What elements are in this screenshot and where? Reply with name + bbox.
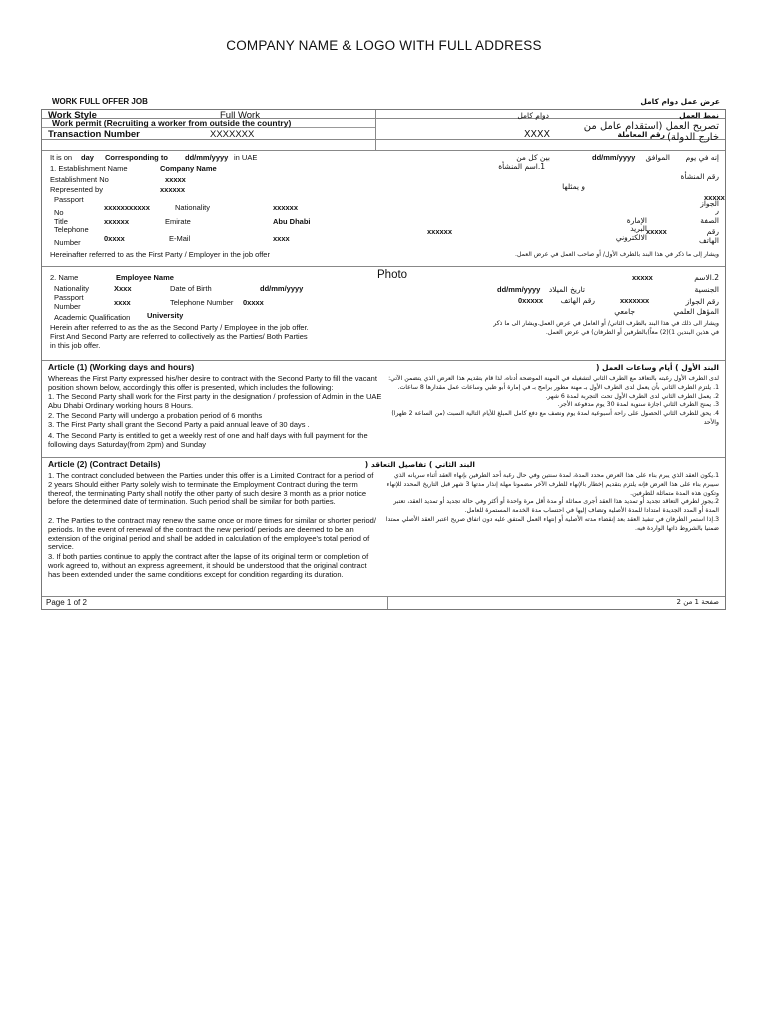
ar-emp-passport-label: رقم الجواز — [685, 297, 719, 306]
ar-phone-value: xxxxx — [646, 227, 667, 236]
emp-telephone-label: Telephone Number — [170, 298, 234, 307]
article1-item3: 3. The First Party shall grant the Second Party a paid annual leave of 30 days . — [48, 420, 310, 429]
in-uae: in UAE — [234, 153, 258, 162]
ar-email-label: البريد الالكتروني — [615, 224, 647, 242]
emp-passport-value: xxxx — [114, 298, 131, 307]
passport-value: xxxxxxxxxxx — [104, 203, 150, 212]
top-divider — [375, 110, 376, 150]
email-label: E-Mail — [169, 234, 191, 243]
section-divider — [42, 266, 725, 267]
emp-nationality-value: Xxxx — [114, 284, 132, 293]
footer-vdivider — [387, 596, 388, 609]
article2-ar-heading: البند الثاني ) تفاصيل التعاقد ( — [364, 460, 475, 469]
employee-name-label: 2. Name — [50, 273, 79, 282]
section-divider — [42, 457, 725, 458]
establishment-no-label: Establishment No — [50, 175, 109, 184]
academic-label: Academic Qualification — [54, 313, 131, 322]
work-style-label: Work Style — [48, 110, 97, 121]
article1-intro: Whereas the First Party expressed his/her desire to contract with the Second Party to fill the vacant position shown below, accordingly this offer is presented, which includes the following: — [48, 374, 377, 392]
work-style-ar-label: نمط العمل — [679, 111, 719, 120]
article1-item4: 4. The Second Party is entitled to get a weekly rest of one and half days with full payment for the following days Saturday(from 2pm) and Sunday — [48, 431, 368, 449]
title-value: xxxxxx — [104, 217, 130, 226]
footer-divider — [42, 596, 725, 597]
work-style-value: Full Work — [220, 110, 260, 121]
emp-telephone-value: 0xxxx — [243, 298, 264, 307]
work-style-ar-value: دوام كامل — [517, 111, 549, 120]
telephone-value: 0xxxx — [104, 234, 125, 243]
transaction-label: Transaction Number — [48, 129, 140, 140]
passport-no-label: No — [54, 208, 64, 217]
ar-represented: و يمثلها — [562, 182, 585, 191]
ar-emp-nationality: الجنسية — [694, 285, 719, 294]
academic-value: University — [147, 311, 184, 320]
page-number-ar: صفحة 1 من 2 — [676, 598, 719, 606]
article1-item1: 1. The Second Party shall work for the First party in the designation / profession of Admin in the UAE Abu Dhabi Ordinary working hours 8 Hours. — [48, 392, 382, 410]
article2-item2: 2. The Parties to the contract may renew the same once or more times for similar or shorter period/ periods. In the event of renewal of the contract the new period/ periods are deemed to be an extension of the original period and shall be added in calculation of the employee's total period of service. — [48, 516, 376, 552]
work-permit-ar: تصريح العمل (استقدام عامل من خارج الدولة) — [583, 121, 719, 143]
ar-email-value: xxxxxx — [427, 227, 453, 236]
ar-emp-passport-value: xxxxxxx — [620, 296, 650, 305]
ar-dob-value: dd/mm/yyyy — [497, 285, 541, 294]
ar-herein-second: ويشار الى ذلك في هذا البند بالطرف الثاني/ أو العامل في عرض العمل.ويشار الى ما ذكر في هذين البندين 1)(2) معاً)بالطرفين أو الطرفان) في عرض العمل. — [493, 320, 719, 336]
telephone-number-label: Number — [54, 238, 81, 247]
ar-between: بين كل من — [516, 153, 550, 162]
it-is-on: It is on — [50, 153, 73, 162]
page-number-en: Page 1 of 2 — [46, 598, 87, 607]
article1-heading: Article (1) (Working days and hours) — [48, 362, 195, 372]
ar-emp-phone-value: 0xxxxx — [518, 296, 544, 305]
emp-passport-label: Passport — [54, 293, 84, 302]
ar-emirate: الإمارة — [626, 216, 647, 225]
article2-item3: 3. If both parties continue to apply the contract after the lapse of its original term or completion of work agreed to, without an express agreement, it should be understood that the original contract has been extended under the same conditions except for condition regarding its duration. — [48, 552, 369, 579]
page-title: COMPANY NAME & LOGO WITH FULL ADDRESS — [226, 38, 542, 53]
ar-emp-phone-label: رقم الهاتف — [560, 296, 595, 305]
email-value: xxxx — [273, 234, 290, 243]
photo-label: Photo — [377, 269, 408, 281]
dob-value: dd/mm/yyyy — [260, 284, 304, 293]
hereinafter-first: Hereinafter referred to as the First Party / Employer in the job offer — [50, 250, 270, 259]
ar-employee-name-label: 2.الاسم — [694, 273, 719, 282]
ar-academic-label: المؤهل العلمي — [673, 307, 719, 316]
ar-academic-value: جامعي — [614, 307, 635, 316]
ar-phone-label: رقم الهاتف — [699, 227, 719, 245]
ar-employee-name-value: xxxxx — [632, 273, 653, 282]
establishment-name-label: 1. Establishment Name — [50, 164, 128, 173]
work-permit-text: Work permit (Recruiting a worker from outside the country) — [52, 118, 292, 128]
ar-title: الصفة — [700, 216, 719, 225]
row-divider — [42, 150, 725, 151]
ar-passport-value: xxxxx — [704, 193, 725, 202]
day-label: day — [81, 153, 94, 162]
represented-by-value: xxxxxx — [160, 185, 186, 194]
ar-passport-label: الجواز — [700, 199, 719, 208]
article2-heading: Article (2) (Contract Details) — [48, 459, 161, 469]
article1-item2: 2. The Second Party will undergo a probation period of 6 months — [48, 411, 263, 420]
telephone-label: Telephone — [54, 225, 89, 234]
section-divider — [42, 360, 725, 361]
establishment-no-value: xxxxx — [165, 175, 186, 184]
corresponding-label: Corresponding to — [105, 153, 168, 162]
represented-by-label: Represented by — [50, 185, 103, 194]
ar-passport-no: ر — [715, 206, 719, 215]
ar-day: إنه في يوم — [685, 153, 719, 162]
transaction-ar-value: XXXX — [523, 129, 550, 140]
ar-date: dd/mm/yyyy — [592, 153, 636, 162]
dob-label: Date of Birth — [170, 284, 212, 293]
article2-item1: 1. The contract concluded between the Parties under this offer is a Limited Contract for a period of 2 years Should either Party solely wish to terminate the Employment Contract during the term thereof, the terminating Party shall notify the other party of such desire 3 month as a prior notice before the determined date of termination. Such period shall be similar for both parties. — [48, 471, 374, 507]
emp-nationality-label: Nationality — [54, 284, 90, 293]
ar-corresponding: الموافق — [645, 153, 670, 162]
passport-label: Passport — [54, 195, 84, 204]
article1-ar-body: لدى الطرف الأول رغبته بالتعاقد مع الطرف الثاني لتشغيله في المهنة الموضحة أدناه، لذا قام بتقديم هذا العرض الذي يتضمن الآتي: 1. يلتزم الطرف الثاني بأن يعمل لدى الطرف الأول بـ مهنة مطور برامج بـ في إمارة أبو ظبي وساعات عمل مقدارها 8 ساعات. 2. يعمل الطرف الثاني لدى الطرف الأول تحت التجربة لمدة 6 شهر. 3. يمنح الطرف الثاني اجازة سنوية لمدة 30 يوم مدفوعة الأجر. 4. يحق للطرف الثاني الحصول على راحة أسبوعية لمدة يوم ونصف مع دفع كامل المبلغ للأيام التالية السبت (من الساعة 2 ظهرا) والأحد — [388, 375, 719, 426]
nationality-value: xxxxxx — [273, 203, 299, 212]
employee-name-value: Employee Name — [116, 273, 174, 282]
ar-establishment-no: رقم المنشأة — [680, 172, 719, 181]
herein-second-1: Herein after referred to as the as the Second Party / Employee in the job offer. — [50, 323, 309, 332]
emirate-value: Abu Dhabi — [273, 217, 311, 226]
offer-title-en: WORK FULL OFFER JOB — [52, 97, 148, 106]
nationality-label: Nationality — [175, 203, 211, 212]
emp-passport-number-label: Number — [54, 302, 81, 311]
article1-ar-heading: البند الأول ) أيام وساعات العمل ( — [595, 363, 719, 372]
emirate-label: Emirate — [165, 217, 191, 226]
ar-dob-label: تاريخ الميلاد — [548, 285, 585, 294]
herein-second-3: in this job offer. — [50, 341, 101, 350]
herein-second-2: First And Second Party are referred to collectively as the Parties/ Both Parties — [50, 332, 308, 341]
offer-document — [41, 109, 726, 610]
transaction-ar-label: رقم المعاملة — [617, 130, 665, 139]
ar-establishment-name: 1.اسم المنشأة — [498, 162, 545, 171]
date-value: dd/mm/yyyy — [185, 153, 229, 162]
offer-title-ar: عرض عمل دوام كامل — [640, 97, 720, 106]
ar-hereinafter: ويشار إلى ما ذكر في هذا البند بالطرف الأول/ أو صاحب العمل في عرض العمل. — [515, 251, 719, 258]
transaction-value: XXXXXXX — [210, 129, 255, 140]
title-label: Title — [54, 217, 68, 226]
article2-ar-body: 1.يكون العقد الذي يبرم بناء على هذا العرض محدد المدة، لمدة سنتين وفي حال رغبة أحد الطرفين بإنهاء العقد أثناء سريانه الذي سيبرم بناء على هذا العرض فإنه يلتزم بتقديم إخطار بالإنهاء للطرف الآخر مضمونا مهلة إنذار مدتها 3 شهر قبل التاريخ المحدد للإنهاء وتكون هذه المدة متماثلة للطرفين. 2.يجوز لطرفي التعاقد تجديد أو تمديد هذا العقد أجرى مماثلة أو مدة أقل مرة واحدة أو أكثر وفي حالة تجديد أو تمديد العقد، تعتبر المدة أو المدد الجديدة امتدادا للمدة الأصلية وتضاف إليها في احتساب مدة الخدمة المستمرة للعامل. 3.إذا استمر الطرفان في تنفيذ العقد بعد إنقضاء مدته الأصلية أو إنتهاء العمل المتفق عليه دون اتفاق صريح اعتبر العقد الأصلي ممتدا ضمنيا بالشروط ذاتها الواردة فيه. — [385, 472, 719, 532]
establishment-name-value: Company Name — [160, 164, 217, 173]
